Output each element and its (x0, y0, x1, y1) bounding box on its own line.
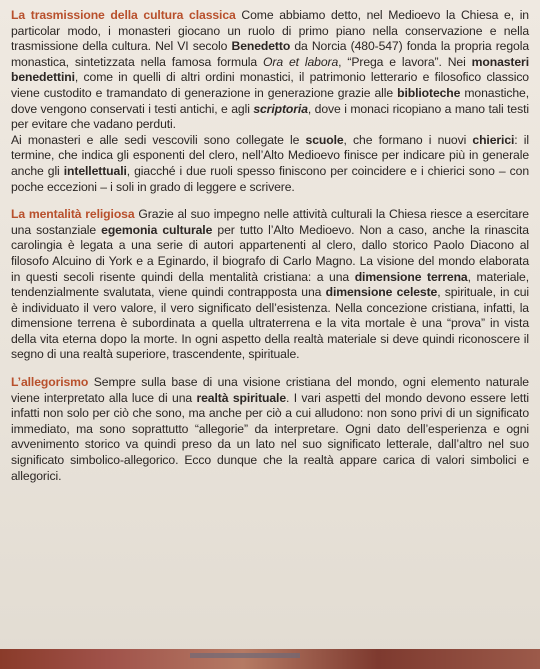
section-heading: La mentalità religiosa (11, 207, 135, 222)
body-text: , materiale, tendenzialmente svalutata, viene quindi contrapposta una (11, 269, 530, 300)
body-text: , come in quelli di altri ordini monastici, il patrimonio letterario e filosofico classico viene custodito e tramandato di generazione in generazione grazie alle (11, 70, 529, 100)
emphasized-text: egemonia culturale (101, 222, 213, 237)
body-text: , spirituale, in cui è individuato il vero valore, il vero significato dell’esistenza. Nella concezione cristiana, infatti, la dimensione terrena è subordinata a quella ultraterrena e la vita mortale è una “prova” in vista della vita eterna dopo la morte. In ogni aspetto della realtà materiale si deve quindi riconoscere il segno di una realtà superiore, trascendente, spirituale. (11, 285, 529, 362)
body-text: per tutto l’Alto Medioevo. Non a caso, anche la rinascita carolingia è legata a una serie di autori appartenenti al clero, dallo storico Paolo Diacono al filosofo Alcuino di York e a Eginardo, il biografo di Carlo Magno. La visione del mondo elaborata in questi secoli risente quindi della mentalità cristiana: a una (11, 222, 529, 284)
body-text: , giacché i due ruoli spesso finiscono per coincidere e i chierici sono – con poche eccezioni – i soli in grado di leggere e scrivere. (11, 163, 529, 194)
body-text: Come abbiamo detto, nel Medioevo la Chiesa e, in particolar modo, i monasteri giocano un ruolo di primo piano nella conservazione e nella trasmissione della cultura. Nel VI secolo (11, 8, 529, 54)
emphasized-text: dimensione terrena (354, 269, 468, 284)
emphasized-text: Benedetto (231, 39, 291, 54)
emphasized-text: scriptoria (253, 101, 308, 116)
paragraph-scuole-chierici (11, 133, 529, 195)
paragraph-mentalita-religiosa (11, 207, 529, 363)
emphasized-text: Ora et labora (262, 54, 339, 69)
body-text: Grazie al suo impegno nelle attività culturali la Chiesa riesce a esercitare una sostanziale (11, 207, 529, 237)
section-heading: La trasmissione della cultura classica (11, 8, 236, 22)
emphasized-text: chierici (472, 132, 515, 147)
emphasized-text: intellettuali (63, 163, 127, 178)
emphasized-text: dimensione celeste (325, 285, 438, 300)
paragraph-allegorismo (11, 375, 529, 484)
body-text: monastiche, dove vengono conservati i testi antichi, e agli (11, 85, 529, 116)
paragraph-trasmissione-cultura (11, 8, 529, 133)
body-text: Ai monasteri e alle sedi vescovili sono collegate le (11, 132, 306, 147)
bottom-illustration-strip (0, 649, 540, 669)
body-text: , dove i monaci ricopiano a mano tali testi per evitare che vadano perduti. (11, 101, 529, 132)
illustration-band (190, 653, 300, 658)
emphasized-text: scuole (305, 132, 344, 147)
body-text: da Norcia (480-547) fonda la propria regola monastica, sintetizzata nella famosa formula (11, 39, 529, 69)
section-heading: L’allegorismo (11, 375, 89, 390)
body-text: , che formano i nuovi (343, 132, 473, 147)
body-text: . I vari aspetti del mondo devono essere letti infatti non solo per ciò che sono, ma anche per ciò a cui alludono: non sono privi di un significato immediato, ma sono soprattutto “allegorie” da interpretare. Ogni dato dell’esperienza e ogni avvenimento storico va quindi preso da un lato nel suo significato letterale, dall’altro nel suo significato simbolico-allegorico. Ecco dunque che la realtà appare carica di valori simbolici e allegorici. (11, 390, 529, 483)
text-column (11, 8, 529, 484)
body-text: Sempre sulla base di una visione cristiana del mondo, ogni elemento naturale viene interpretato alla luce di una (11, 375, 529, 405)
emphasized-text: realtà spirituale (196, 390, 287, 405)
emphasized-text: biblioteche (397, 85, 461, 100)
body-text: : il termine, che indica gli esponenti del clero, nell’Alto Medioevo finisce per indicare più in generale anche gli (11, 132, 529, 178)
emphasized-text: monasteri benedettini (11, 54, 529, 85)
body-text: , “Prega e lavora”. Nei (338, 54, 472, 69)
